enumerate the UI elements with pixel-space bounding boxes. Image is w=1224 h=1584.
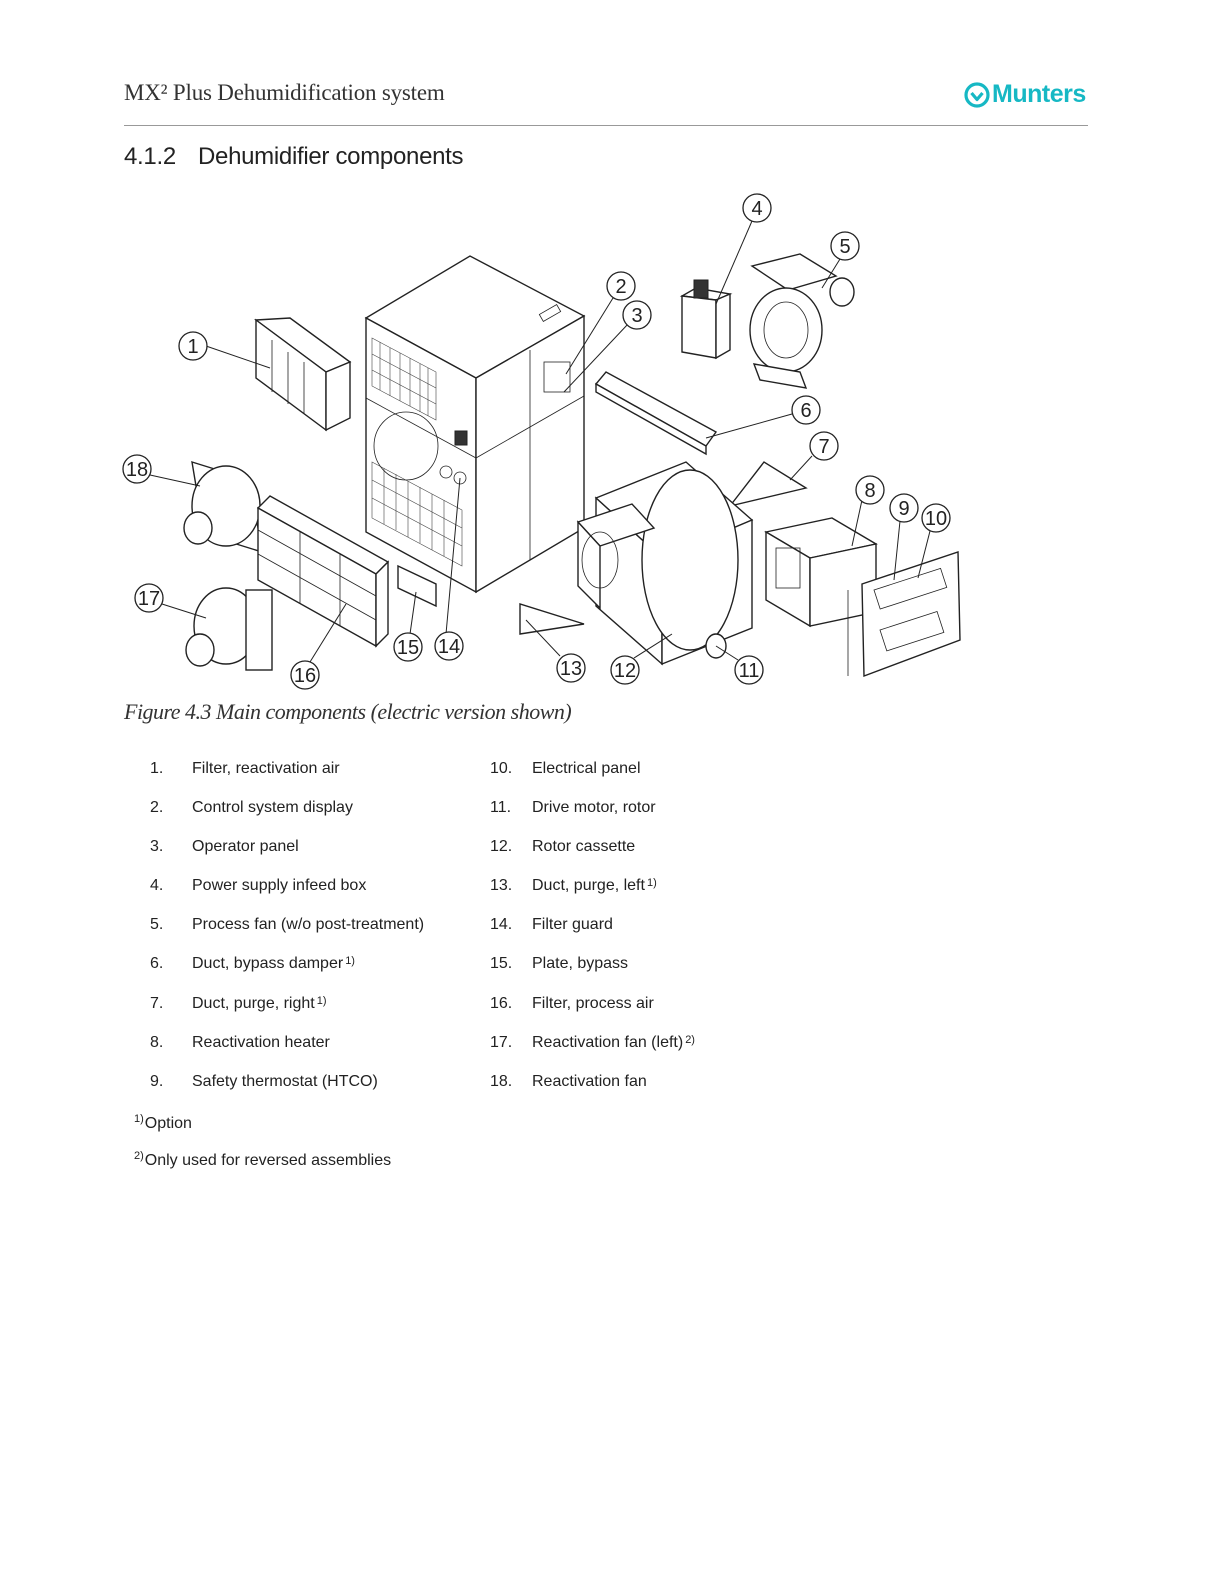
footnote-marker: 2) — [685, 1033, 695, 1046]
brand-name: Munters — [992, 80, 1086, 108]
list-item: 4. Power supply infeed box — [150, 877, 367, 895]
callout-17 — [135, 584, 163, 612]
svg-text:11: 11 — [738, 660, 760, 682]
power-supply-box-drawing — [682, 280, 730, 358]
list-item: 13. Duct, purge, left 1) — [490, 877, 657, 895]
header-divider — [124, 125, 1088, 126]
callout-6 — [792, 396, 820, 424]
figure-caption: Figure 4.3 Main components (electric version shown) — [124, 699, 572, 724]
footnote-option: $^{1)}$Option — [134, 1113, 192, 1132]
svg-text:6: 6 — [800, 400, 812, 422]
svg-text:13: 13 — [559, 658, 583, 680]
svg-text:4: 4 — [751, 198, 763, 220]
list-item: 5. Process fan (w/o post-treatment) — [150, 916, 425, 934]
callout-10 — [922, 504, 950, 532]
callout-16 — [291, 661, 319, 689]
section-heading — [124, 143, 463, 171]
svg-text:8: 8 — [864, 480, 876, 502]
callout-13 — [557, 654, 585, 682]
callout-1 — [179, 332, 207, 360]
bypass-damper-duct-drawing — [596, 372, 716, 454]
list-item: 6. Duct, bypass damper 1) — [150, 955, 355, 973]
document-header-title: MX² Plus Dehumidification system — [124, 80, 445, 105]
svg-text:5: 5 — [839, 236, 851, 258]
dehumidifier-cabinet — [366, 256, 584, 592]
svg-text:14: 14 — [437, 636, 461, 658]
section-title: Dehumidifier components — [198, 143, 464, 170]
callout-8 — [856, 476, 884, 504]
list-item: 18. Reactivation fan — [490, 1072, 647, 1090]
footnote-marker: 1) — [345, 955, 355, 968]
list-item: 9. Safety thermostat (HTCO) — [150, 1072, 378, 1090]
svg-text:10: 10 — [924, 508, 948, 530]
munters-logo-icon — [964, 82, 990, 108]
list-item: 15. Plate, bypass — [490, 955, 629, 973]
callout-9 — [890, 494, 918, 522]
svg-text:2: 2 — [615, 276, 627, 298]
list-item: 14. Filter guard — [490, 916, 613, 934]
list-item: 11. Drive motor, rotor — [490, 799, 656, 817]
callout-4 — [743, 194, 771, 222]
footnote-reversed-assemblies: $^{2)}$Only used for reversed assemblies — [134, 1150, 392, 1169]
list-item: 17. Reactivation fan (left) 2) — [490, 1033, 695, 1051]
list-item: 3. Operator panel — [150, 838, 299, 856]
list-item: 7. Duct, purge, right 1) — [150, 994, 327, 1012]
exploded-view-figure — [110, 188, 990, 693]
svg-text:7: 7 — [818, 436, 830, 458]
reactivation-heater-drawing — [766, 518, 876, 626]
svg-text:16: 16 — [293, 665, 317, 687]
footnote-marker: 1) — [316, 994, 327, 1007]
list-item: 16. Filter, process air — [490, 994, 654, 1012]
purge-duct-right-drawing — [730, 462, 806, 506]
purge-duct-left-drawing — [520, 604, 584, 634]
bypass-plate-drawing — [398, 566, 436, 606]
list-item: 10. Electrical panel — [490, 760, 641, 777]
munters-logo — [964, 80, 1086, 109]
callout-7 — [810, 432, 838, 460]
process-fan-drawing — [750, 254, 854, 388]
list-item: 1. Filter, reactivation air — [150, 760, 340, 777]
callout-18 — [123, 455, 151, 483]
section-number: 4.1.2 — [124, 143, 176, 170]
svg-text:15: 15 — [396, 637, 420, 659]
svg-text:17: 17 — [137, 588, 161, 610]
svg-text:12: 12 — [613, 660, 637, 682]
svg-text:18: 18 — [125, 459, 149, 481]
svg-text:9: 9 — [898, 498, 910, 520]
callout-12 — [611, 656, 639, 684]
reactivation-fan-left-drawing — [186, 588, 272, 670]
callout-2 — [607, 272, 635, 300]
callout-11 — [735, 656, 763, 684]
rotor-cassette-drawing — [578, 462, 752, 664]
callout-14 — [435, 632, 463, 660]
reactivation-fan-drawing — [184, 462, 262, 552]
footnote-marker: 1) — [646, 877, 657, 890]
list-item: 8. Reactivation heater — [150, 1033, 330, 1051]
list-item: 12. Rotor cassette — [490, 838, 636, 856]
callout-15 — [394, 633, 422, 661]
svg-text:1: 1 — [187, 336, 199, 358]
filter-reactivation-air-drawing — [256, 318, 350, 430]
component-list-right — [490, 760, 695, 1112]
component-list-left — [150, 760, 424, 1112]
svg-text:3: 3 — [631, 305, 643, 327]
list-item: 2. Control system display — [150, 799, 353, 817]
callout-3 — [623, 301, 651, 329]
callout-5 — [831, 232, 859, 260]
